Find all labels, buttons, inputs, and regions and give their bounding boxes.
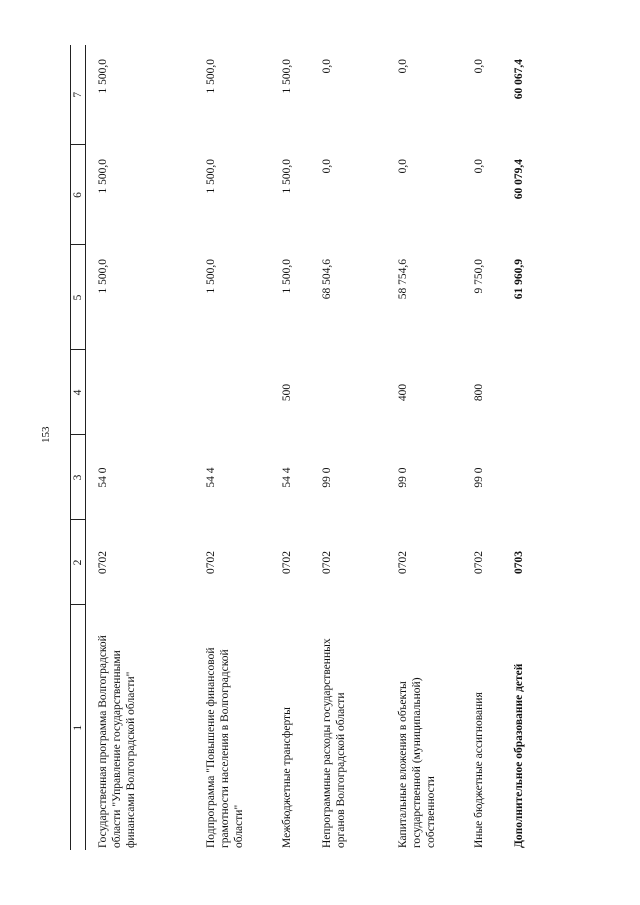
target-code: 99 0 [473,467,485,488]
amount-col6: 1 500,0 [205,159,217,194]
section-code: 0703 [513,551,525,574]
amount-col5: 58 754,6 [397,259,409,300]
section-code: 0702 [97,551,109,574]
amount-col6: 1 500,0 [97,159,109,194]
column-header: 1 [71,605,86,850]
section-code: 0702 [205,551,217,574]
expense-type-code [194,350,270,435]
amount-col6: 0,0 [473,159,485,174]
section-code: 0702 [397,551,409,574]
table-row [270,45,310,850]
rotated-page-content [70,45,558,850]
amount-col6: 0,0 [321,159,333,174]
page-number: 153 [40,426,52,443]
row-name: Иные бюджетные ассигнования [473,692,485,848]
section-code: 0702 [281,551,293,574]
amount-col5: 9 750,0 [473,259,485,294]
table-row [386,45,462,850]
expense-type-code [502,350,552,435]
row-name: Непрограммные расходы государственных органов Волгоградской области [321,638,347,848]
row-name: Государственная программа Волгоградской области "Управление государственными финансами Волгоградской области" [97,635,137,848]
section-code: 0702 [473,551,485,574]
amount-col6: 1 500,0 [281,159,293,194]
amount-col5: 68 504,6 [321,259,333,300]
column-header: 2 [71,520,86,605]
expense-type-code: 500 [281,383,293,402]
amount-col5: 1 500,0 [281,259,293,294]
row-name: Подпрограмма "Повышение финансовой грамотности населения в Волгоградской области" [205,647,245,848]
row-name: Межбюджетные трансферты [281,707,293,848]
table-row [310,45,386,850]
amount-col7: 1 500,0 [97,59,109,94]
table-row-total [502,45,552,850]
target-code: 54 0 [97,467,109,488]
table-header-row [71,45,86,850]
amount-col7: 1 500,0 [205,59,217,94]
table-row [462,45,502,850]
amount-col7: 1 500,0 [281,59,293,94]
expense-type-code [310,350,386,435]
amount-col6: 60 079,4 [513,159,525,200]
amount-col7: 0,0 [321,59,333,74]
column-header: 3 [71,435,86,520]
column-header: 5 [71,245,86,350]
column-header: 7 [71,45,86,145]
column-header: 6 [71,145,86,245]
amount-col7: 0,0 [473,59,485,74]
target-code: 54 4 [281,467,293,488]
amount-col6: 0,0 [397,159,409,174]
column-header: 4 [71,350,86,435]
target-code: 99 0 [397,467,409,488]
table-row [194,45,270,850]
expense-type-code: 400 [397,383,409,402]
row-name: Дополнительное образование детей [513,663,525,848]
expense-type-code [86,350,195,435]
target-code: 54 4 [205,467,217,488]
target-code [502,435,552,520]
amount-col7: 0,0 [397,59,409,74]
amount-col5: 1 500,0 [205,259,217,294]
amount-col5: 61 960,9 [513,259,525,300]
amount-col7: 60 067,4 [513,59,525,100]
amount-col5: 1 500,0 [97,259,109,294]
table-row [86,45,195,850]
budget-table [70,45,552,850]
row-name: Капитальные вложения в объекты государственной (муниципальной) собственности [397,677,437,848]
section-code: 0702 [321,551,333,574]
expense-type-code: 800 [473,383,485,402]
target-code: 99 0 [321,467,333,488]
